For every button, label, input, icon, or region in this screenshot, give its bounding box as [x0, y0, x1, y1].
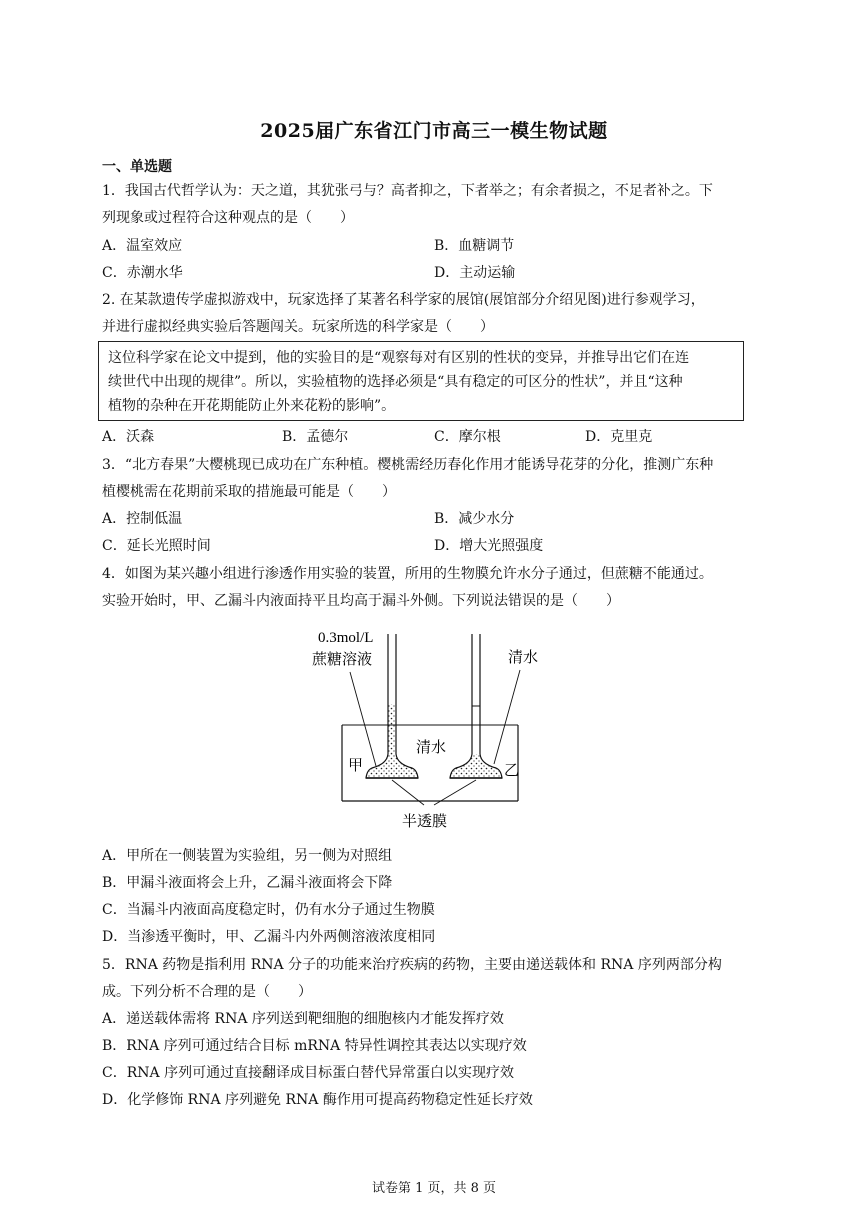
- q4-option-b: B．甲漏斗液面将会上升，乙漏斗液面将会下降: [102, 875, 393, 891]
- funnel-yi: [450, 634, 502, 778]
- q5-stem-line-1: 5．RNA 药物是指利用 RNA 分子的功能来治疗疾病的药物，主要由递送载体和 RNA 序列两部分构: [102, 957, 722, 973]
- q3-option-a: A．控制低温: [102, 511, 183, 527]
- q3-option-d: D．增大光照强度: [434, 538, 544, 554]
- q2-quote-line-2: 续世代中出现的规律”。所以，实验植物的选择必须是“具有稳定的可区分的性状”，并且“这种: [108, 374, 683, 390]
- q2-option-c: C．摩尔根: [434, 429, 501, 445]
- q3-stem-line-1: 3．“北方春果”大樱桃现已成功在广东种植。樱桃需经历春化作用才能诱导花芽的分化，推测广东种: [102, 457, 714, 473]
- q1-stem-line-1: 1．我国古代哲学认为：天之道，其犹张弓与？高者抑之，下者举之；有余者损之，不足者补之。下: [102, 183, 713, 199]
- funnel-jia: [364, 634, 418, 778]
- label-water-middle: 清水: [416, 738, 447, 756]
- q2-stem-line-2: 并进行虚拟经典实验后答题闯关。玩家所选的科学家是（ ）: [102, 319, 494, 335]
- q2-option-b: B．孟德尔: [282, 429, 349, 445]
- q3-option-c: C．延长光照时间: [102, 538, 211, 554]
- q4-option-c: C．当漏斗内液面高度稳定时，仍有水分子通过生物膜: [102, 902, 435, 918]
- q5-option-b: B．RNA 序列可通过结合目标 mRNA 特异性调控其表达以实现疗效: [102, 1038, 527, 1054]
- q4-stem-line-1: 4．如图为某兴趣小组进行渗透作用实验的装置，所用的生物膜允许水分子通过，但蔗糖不能通过。: [102, 566, 713, 582]
- beaker: [342, 725, 518, 801]
- q2-quote-line-3: 植物的杂种在开花期能防止外来花粉的影响”。: [108, 398, 396, 414]
- page-footer: 试卷第 1 页，共 8 页: [371, 1181, 497, 1196]
- label-water-top: 清水: [508, 648, 539, 666]
- q2-option-d: D．克里克: [585, 429, 653, 445]
- q2-quote-line-1: 这位科学家在论文中提到，他的实验目的是“观察每对有区别的性状的变异，并推导出它们在连: [108, 350, 690, 366]
- section-heading: 一、单选题: [102, 159, 172, 175]
- label-jia: 甲: [348, 756, 364, 774]
- q5-stem-line-2: 成。下列分析不合理的是（ ）: [102, 984, 312, 1000]
- q5-option-d: D．化学修饰 RNA 序列避免 RNA 酶作用可提高药物稳定性延长疗效: [102, 1092, 533, 1108]
- exam-title: 2025届广东省江门市高三一模生物试题: [260, 120, 608, 142]
- label-yi: 乙: [504, 761, 520, 779]
- q3-stem-line-2: 植樱桃需在花期前采取的措施最可能是（ ）: [102, 484, 396, 500]
- q1-option-c: C．赤潮水华: [102, 265, 183, 281]
- q5-option-a: A．递送载体需将 RNA 序列送到靶细胞的细胞核内才能发挥疗效: [102, 1011, 504, 1027]
- q1-stem-line-2: 列现象或过程符合这种观点的是（ ）: [102, 210, 354, 226]
- q4-option-d: D．当渗透平衡时，甲、乙漏斗内外两侧溶液浓度相同: [102, 929, 436, 945]
- q5-option-c: C．RNA 序列可通过直接翻译成目标蛋白替代异常蛋白以实现疗效: [102, 1065, 515, 1081]
- q3-option-b: B．减少水分: [434, 511, 515, 527]
- q2-stem-line-1: 2. 在某款遗传学虚拟游戏中，玩家选择了某著名科学家的展馆(展馆部分介绍见图)进行参观学习，: [102, 292, 705, 308]
- label-sucrose-solution: 蔗糖溶液: [312, 650, 373, 668]
- q1-option-b: B．血糖调节: [434, 238, 515, 254]
- q4-stem-line-2: 实验开始时，甲、乙漏斗内液面持平且均高于漏斗外侧。下列说法错误的是（ ）: [102, 593, 620, 609]
- label-concentration: 0.3mol/L: [318, 630, 374, 646]
- label-semipermeable-membrane: 半透膜: [402, 812, 448, 830]
- osmosis-apparatus-diagram: [310, 622, 550, 837]
- q4-option-a: A．甲所在一侧装置为实验组，另一侧为对照组: [102, 848, 393, 864]
- q2-quote-box: [98, 341, 744, 421]
- q1-option-a: A．温室效应: [102, 238, 183, 254]
- q1-option-d: D．主动运输: [434, 265, 516, 281]
- q2-option-a: A．沃森: [102, 429, 155, 445]
